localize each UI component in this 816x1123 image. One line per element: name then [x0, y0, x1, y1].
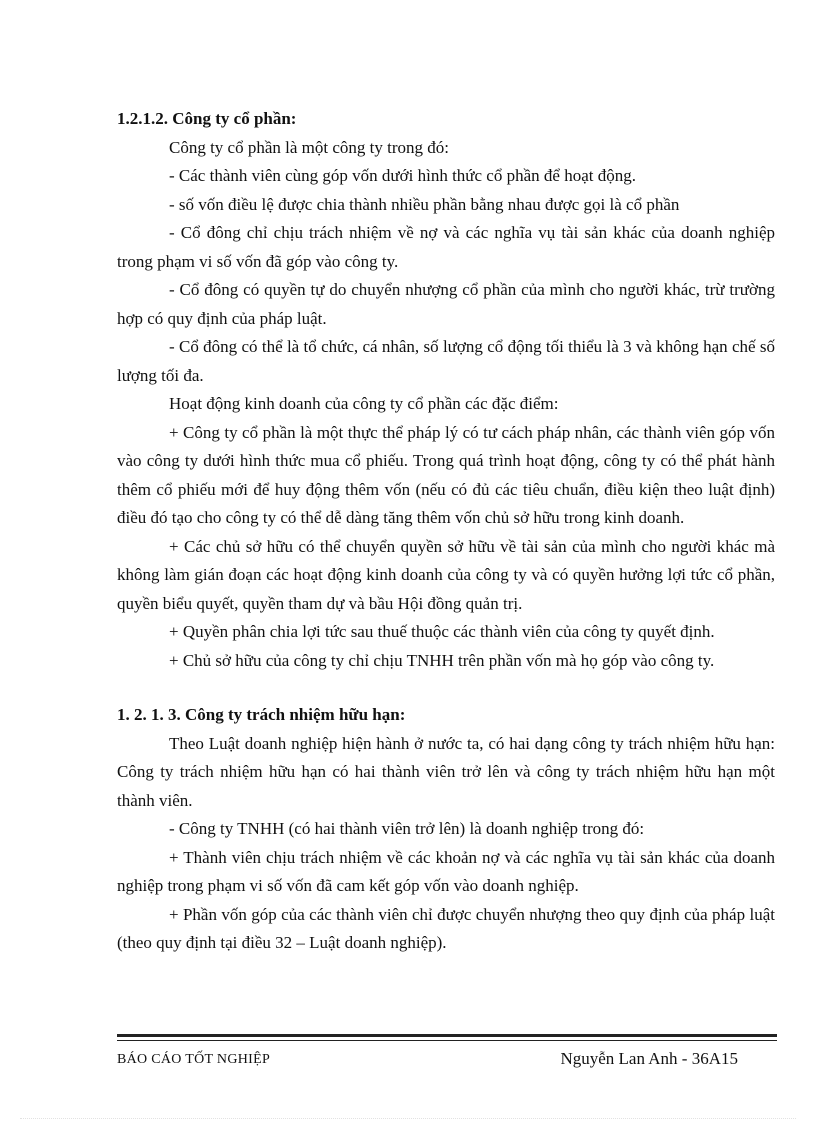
footer-divider-thick [117, 1034, 777, 1037]
paragraph: Hoạt động kinh doanh của công ty cổ phần các đặc điểm: [169, 394, 559, 413]
paragraph: - Các thành viên cùng góp vốn dưới hình thức cổ phần để hoạt động. [169, 166, 636, 185]
section-heading-cong-ty-co-phan: 1.2.1.2. Công ty cổ phần: [117, 109, 297, 128]
footer-report-title: BÁO CÁO TỐT NGHIỆP [117, 1052, 271, 1067]
paragraph: + Phần vốn góp của các thành viên chỉ được chuyển nhượng theo quy định của pháp luật (theo quy định tại điều 32 – Luật doanh nghiệp). [117, 904, 775, 952]
page-edge-divider [20, 1118, 796, 1119]
section-heading-cong-ty-tnhh: 1. 2. 1. 3. Công ty trách nhiệm hữu hạn: [117, 705, 406, 724]
paragraph: Theo Luật doanh nghiệp hiện hành ở nước ta, có hai dạng công ty trách nhiệm hữu hạn: Công ty trách nhiệm hữu hạn có hai thành viên trở lên và công ty trách nhiệm hữu hạn một thành viên. [117, 733, 775, 810]
paragraph: - Cổ đông có quyền tự do chuyển nhượng cổ phần của mình cho người khác, trừ trường hợp có quy định của pháp luật. [117, 280, 775, 328]
paragraph: + Công ty cổ phần là một thực thể pháp lý có tư cách pháp nhân, các thành viên góp vốn vào công ty dưới hình thức mua cổ phiếu. Trong quá trình hoạt động, công ty có thể phát hành thêm cổ phiếu mới để huy động thêm vốn (nếu có đủ các tiêu chuẩn, điều kiện theo luật định) điều đó tạo cho công ty có thể dễ dàng tăng thêm vốn chủ sở hữu trong kinh doanh. [117, 422, 775, 527]
paragraph: + Thành viên chịu trách nhiệm về các khoản nợ và các nghĩa vụ tài sản khác của doanh nghiệp trong phạm vi số vốn đã cam kết góp vốn vào doanh nghiệp. [117, 847, 775, 895]
section-spacer [117, 675, 775, 701]
paragraph: + Các chủ sở hữu có thể chuyển quyền sở hữu về tài sản của mình cho người khác mà không làm gián đoạn các hoạt động kinh doanh của công ty và có quyền hưởng lợi tức cổ phần, quyền biểu quyết, quyền tham dự và bầu Hội đồng quản trị. [117, 536, 775, 613]
paragraph: - Công ty TNHH (có hai thành viên trở lên) là doanh nghiệp trong đó: [169, 819, 645, 838]
footer-author: Nguyễn Lan Anh - 36A15 [560, 1049, 738, 1068]
paragraph: - số vốn điều lệ được chia thành nhiều phần bằng nhau được gọi là cổ phần [169, 194, 680, 214]
paragraph: - Cổ đông có thể là tổ chức, cá nhân, số lượng cổ động tối thiểu là 3 và không hạn chế số lượng tối đa. [117, 337, 775, 385]
paragraph: - Cổ đông chỉ chịu trách nhiệm về nợ và các nghĩa vụ tài sản khác của doanh nghiệp trong phạm vi số vốn đã góp vào công ty. [117, 223, 775, 271]
paragraph: + Chủ sở hữu của công ty chỉ chịu TNHH trên phần vốn mà họ góp vào công ty. [169, 650, 715, 670]
document-body [117, 105, 775, 958]
paragraph: Công ty cổ phần là một công ty trong đó: [169, 137, 449, 157]
paragraph: + Quyền phân chia lợi tức sau thuế thuộc các thành viên của công ty quyết định. [169, 622, 715, 641]
footer-divider-thin [117, 1040, 777, 1041]
